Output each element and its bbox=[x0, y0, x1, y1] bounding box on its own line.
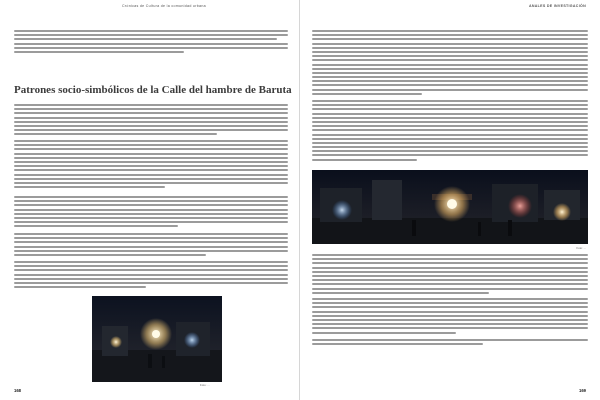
right-page-number: 169 bbox=[579, 388, 586, 393]
left-body-paragraph-5 bbox=[14, 261, 288, 290]
right-running-head: ANALES DE INVESTIGACIÓN bbox=[528, 4, 586, 8]
left-intro-paragraph bbox=[14, 30, 288, 55]
right-body-paragraph-2 bbox=[312, 100, 588, 163]
street-photo-right bbox=[312, 170, 588, 244]
right-body-paragraph-5 bbox=[312, 339, 588, 347]
left-running-head: Crónicas de Cultura de la comunidad urbana bbox=[122, 4, 206, 8]
right-page bbox=[300, 0, 600, 400]
street-photo-right-image bbox=[312, 170, 588, 244]
right-body-paragraph-3 bbox=[312, 254, 588, 296]
right-body-paragraph-1 bbox=[312, 30, 588, 97]
left-body-paragraph-2 bbox=[14, 140, 288, 190]
right-body-paragraph-4 bbox=[312, 298, 588, 336]
section-title: Patrones socio-simbólicos de la Calle del hambre de Baruta bbox=[14, 84, 292, 96]
left-photo-credit: Foto: ... bbox=[200, 383, 210, 387]
street-photo-left bbox=[92, 296, 222, 382]
left-body-paragraph-3 bbox=[14, 196, 288, 230]
left-body-paragraph-4 bbox=[14, 233, 288, 258]
street-photo-left-image bbox=[92, 296, 222, 382]
left-body-paragraph-1 bbox=[14, 104, 288, 138]
right-photo-credit: Foto: ... bbox=[576, 246, 586, 250]
left-page-number: 168 bbox=[14, 388, 21, 393]
